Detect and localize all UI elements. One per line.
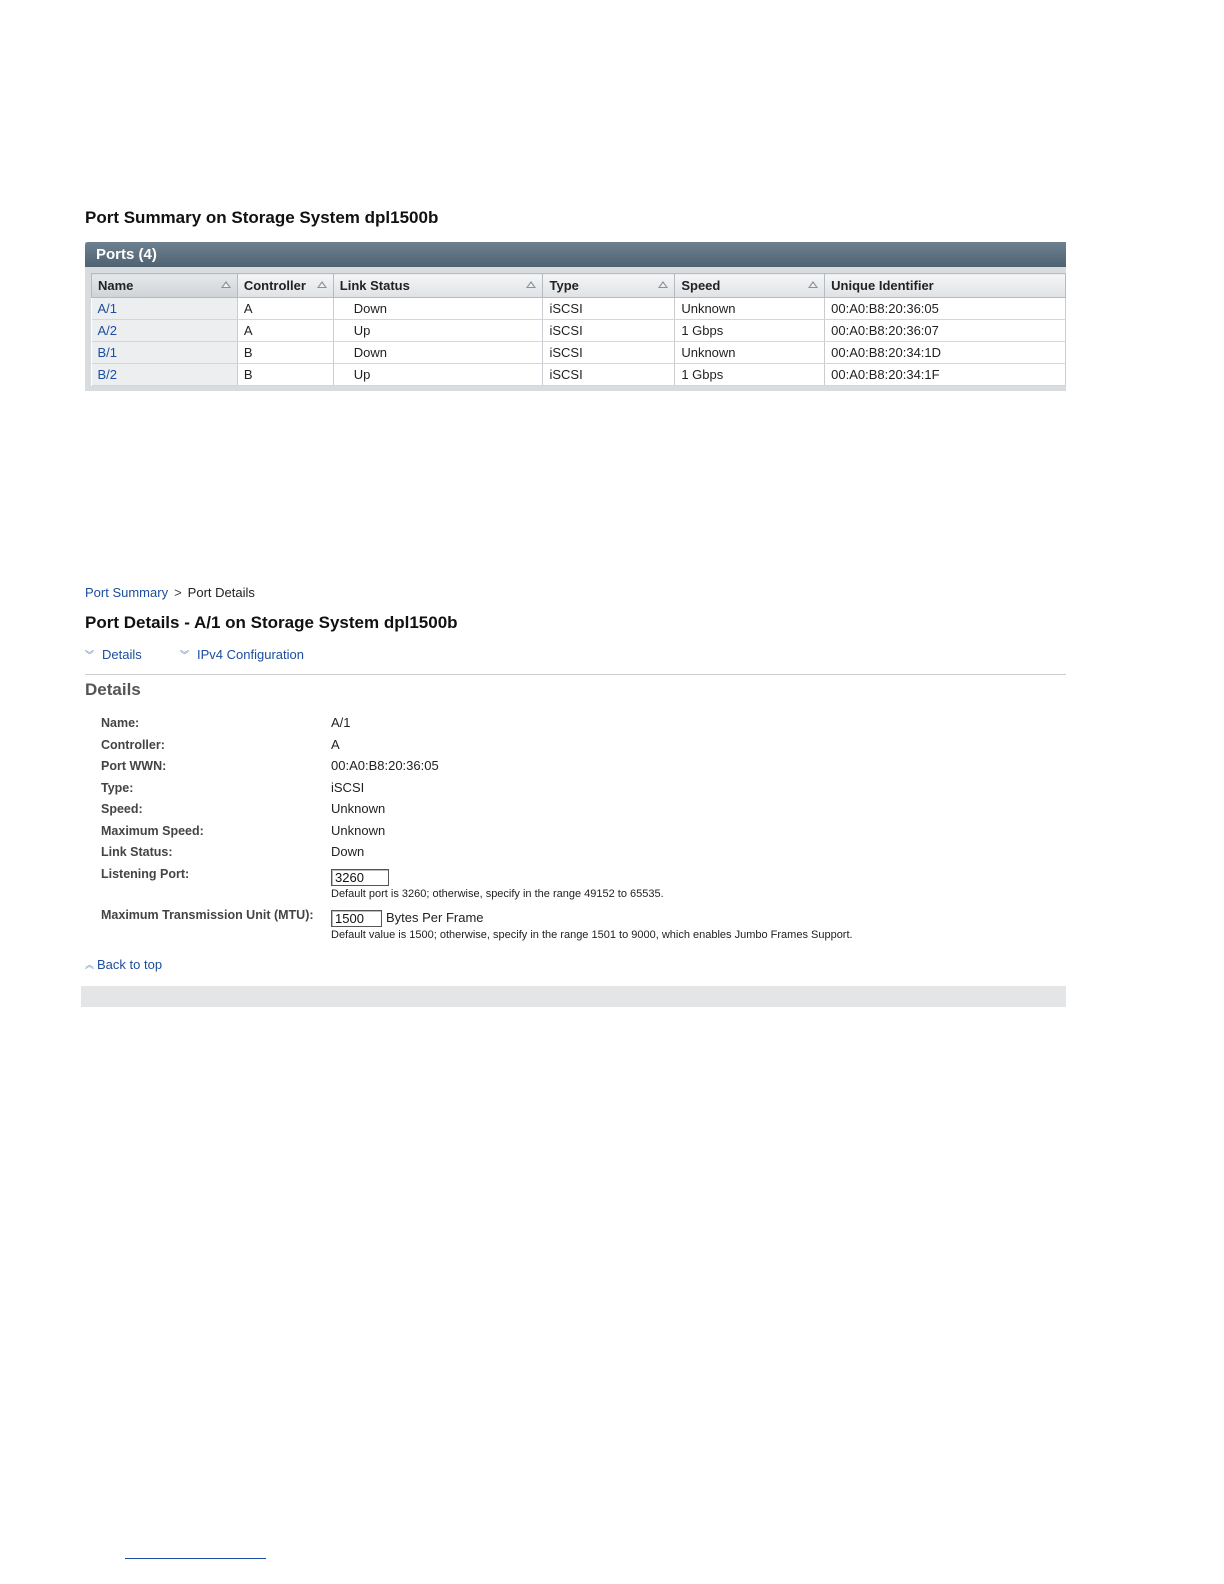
breadcrumb (85, 585, 255, 600)
sort-ascending-icon[interactable] (317, 281, 327, 288)
table-row (92, 364, 1066, 386)
speed-cell: 1 Gbps (675, 320, 825, 342)
table-row (92, 342, 1066, 364)
port-name-cell (92, 342, 238, 364)
details-section-heading: Details (85, 680, 141, 699)
controller-value: A (331, 737, 340, 752)
link-status-label: Link Status: (101, 845, 173, 859)
details-page-title: Port Details - A/1 on Storage System dpl1500b (85, 613, 458, 632)
port-name-cell (92, 364, 238, 386)
page-footer-bar (81, 986, 1066, 1007)
port-link[interactable]: A/2 (97, 323, 118, 338)
column-header-unique-identifier[interactable] (825, 274, 1066, 298)
speed-cell: 1 Gbps (675, 364, 825, 386)
unique-identifier-cell: 00:A0:B8:20:34:1D (825, 342, 1066, 364)
sort-ascending-icon[interactable] (526, 281, 536, 288)
port-name-cell (92, 320, 238, 342)
sort-ascending-icon[interactable] (658, 281, 668, 288)
column-header-label: Speed (681, 278, 721, 293)
controller-cell: B (237, 342, 333, 364)
type-value: iSCSI (331, 780, 365, 795)
column-header-link-status[interactable] (333, 274, 543, 298)
port-wwn-value: 00:A0:B8:20:36:05 (331, 758, 439, 773)
port-link[interactable]: B/1 (97, 345, 118, 360)
mtu-unit-label: Bytes Per Frame (386, 910, 484, 925)
link-status-value: Down (331, 844, 365, 859)
type-cell: iSCSI (543, 342, 675, 364)
column-header-label: Controller (243, 278, 306, 293)
name-value: A/1 (331, 715, 351, 730)
controller-label: Controller: (101, 738, 165, 752)
speed-cell: Unknown (675, 298, 825, 320)
column-header-label: Type (549, 278, 579, 293)
jump-link-label: IPv4 Configuration (197, 647, 304, 662)
mtu-label: Maximum Transmission Unit (MTU): (101, 908, 314, 922)
ports-panel (85, 242, 1066, 391)
maximum-speed-label: Maximum Speed: (101, 824, 204, 838)
unique-identifier-cell: 00:A0:B8:20:34:1F (825, 364, 1066, 386)
breadcrumb-port-summary-link[interactable]: Port Summary (85, 585, 169, 600)
breadcrumb-current: Port Details (187, 585, 255, 600)
controller-cell: B (237, 364, 333, 386)
footnote-divider (125, 1558, 266, 1559)
double-chevron-down-icon: ︾ (180, 650, 190, 660)
type-label: Type: (101, 781, 134, 795)
port-link[interactable]: B/2 (97, 367, 118, 382)
ports-panel-header (85, 242, 1066, 267)
link-status-cell: Down (333, 342, 543, 364)
ports-table (91, 273, 1066, 386)
port-name-cell (92, 298, 238, 320)
column-header-name[interactable] (92, 274, 238, 298)
controller-cell: A (237, 298, 333, 320)
ports-panel-title: Ports (4) (96, 246, 157, 263)
listening-port-label: Listening Port: (101, 867, 190, 881)
jump-link-label: Details (102, 647, 142, 662)
column-header-type[interactable] (543, 274, 675, 298)
column-header-controller[interactable] (237, 274, 333, 298)
column-header-label: Link Status (339, 278, 410, 293)
table-header-row (92, 274, 1066, 298)
link-status-cell: Up (333, 320, 543, 342)
port-link[interactable]: A/1 (97, 301, 118, 316)
page-title: Port Summary on Storage System dpl1500b (85, 208, 439, 227)
table-row (92, 320, 1066, 342)
speed-cell: Unknown (675, 342, 825, 364)
sort-ascending-icon[interactable] (221, 281, 231, 288)
unique-identifier-cell: 00:A0:B8:20:36:07 (825, 320, 1066, 342)
listening-port-input[interactable] (331, 869, 389, 886)
back-to-top-label: Back to top (97, 957, 163, 972)
type-cell: iSCSI (543, 364, 675, 386)
jump-link-details[interactable] (85, 647, 142, 662)
port-wwn-label: Port WWN: (101, 759, 167, 773)
divider (85, 674, 1066, 675)
column-header-label: Unique Identifier (831, 278, 934, 293)
mtu-input[interactable] (331, 910, 382, 927)
listening-port-hint: Default port is 3260; otherwise, specify in the range 49152 to 65535. (331, 888, 664, 900)
maximum-speed-value: Unknown (331, 823, 386, 838)
speed-label: Speed: (101, 802, 143, 816)
type-cell: iSCSI (543, 298, 675, 320)
table-row (92, 298, 1066, 320)
name-label: Name: (101, 716, 140, 730)
speed-value: Unknown (331, 801, 386, 816)
double-chevron-down-icon: ︾ (85, 650, 95, 660)
column-header-label: Name (98, 278, 134, 293)
controller-cell: A (237, 320, 333, 342)
back-to-top-link[interactable] (85, 957, 162, 972)
column-header-speed[interactable] (675, 274, 825, 298)
link-status-cell: Down (333, 298, 543, 320)
jump-link-ipv4-configuration[interactable] (180, 647, 304, 662)
link-status-cell: Up (333, 364, 543, 386)
sort-ascending-icon[interactable] (808, 281, 818, 288)
unique-identifier-cell: 00:A0:B8:20:36:05 (825, 298, 1066, 320)
breadcrumb-separator: > (174, 585, 182, 600)
mtu-hint: Default value is 1500; otherwise, specify in the range 1501 to 9000, which enables Jumbo Frames Support. (331, 929, 853, 941)
type-cell: iSCSI (543, 320, 675, 342)
double-chevron-up-icon: ︽ (85, 960, 95, 970)
